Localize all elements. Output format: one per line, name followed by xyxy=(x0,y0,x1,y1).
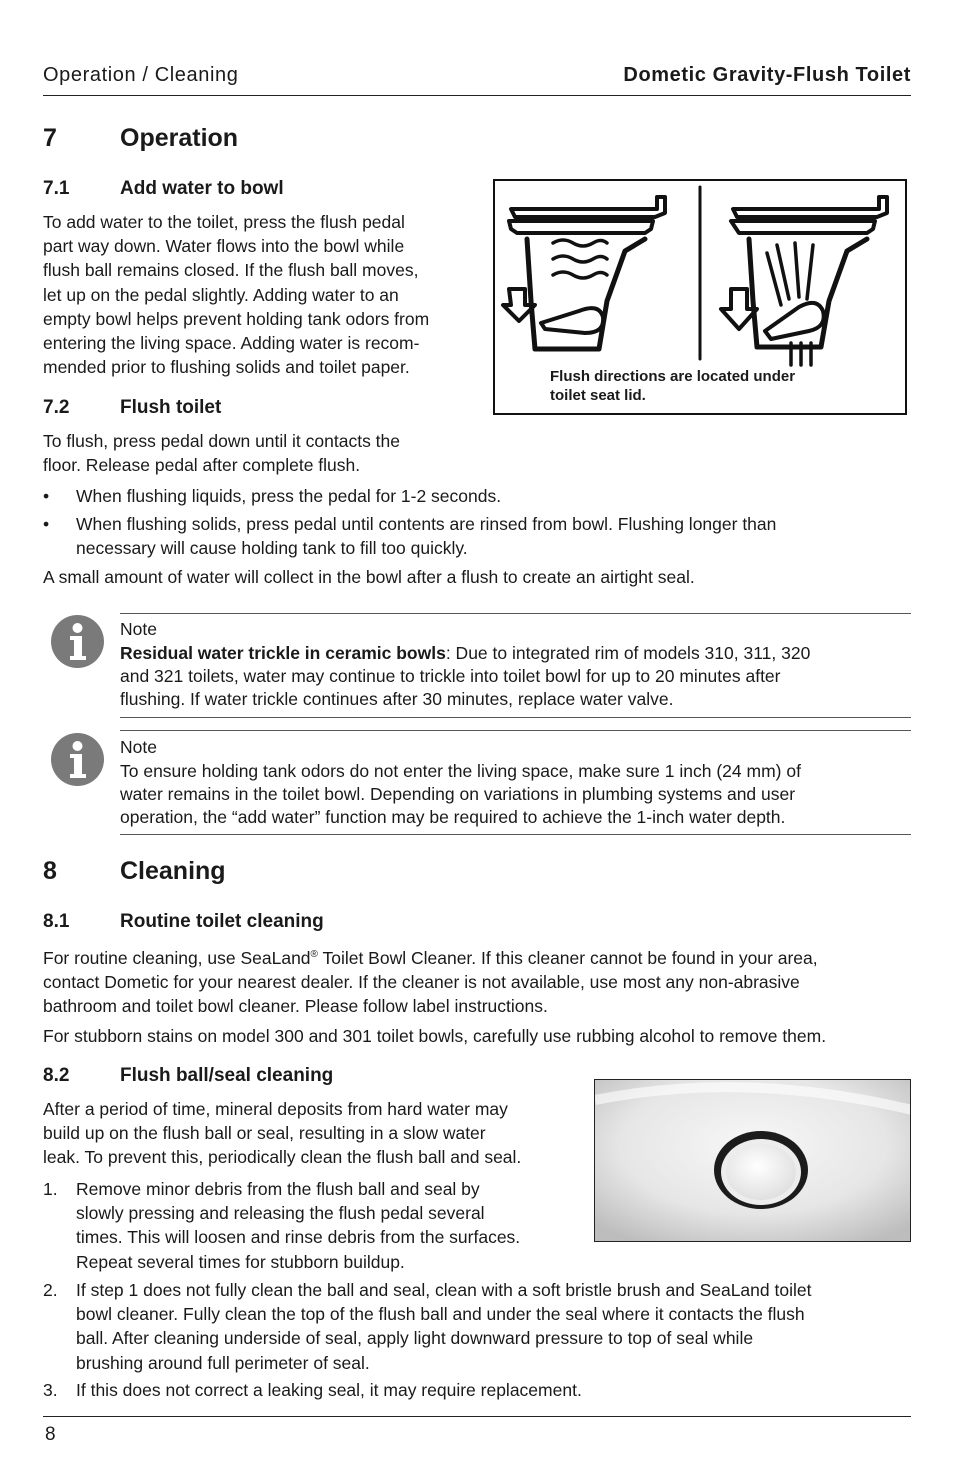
section-7-2-number: 7.2 xyxy=(43,397,70,418)
text-line: floor. Release pedal after complete flush. xyxy=(43,455,361,476)
info-icon xyxy=(50,614,105,669)
stubborn-stains-text: For stubborn stains on model 300 and 301 toilet bowls, carefully use rubbing alcohol to remove them. xyxy=(43,1026,827,1046)
section-8-2-title: Flush ball/seal cleaning xyxy=(120,1065,334,1086)
text-line: bathroom and toilet bowl cleaner. Please follow label instructions. xyxy=(43,996,548,1017)
step-3-text: If this does not correct a leaking seal, it may require replacement. xyxy=(76,1380,582,1400)
text-line: After a period of time, mineral deposits from hard water may xyxy=(43,1099,508,1119)
text-line: To flush, press pedal down until it contacts the xyxy=(43,431,401,451)
text-line: contact Dometic for your nearest dealer. If the cleaner is not available, use most any non-abrasive xyxy=(43,972,800,993)
text-line: leak. To prevent this, periodically clean the flush ball and seal. xyxy=(43,1147,522,1168)
section-8-1-title: Routine toilet cleaning xyxy=(120,911,324,932)
text-span: For routine cleaning, use SeaLand xyxy=(43,947,311,968)
text-line: To add water to the toilet, press the flush pedal xyxy=(43,212,405,232)
section-7-number: 7 xyxy=(43,124,57,152)
note-2-title: Note xyxy=(120,737,157,757)
step-2-text xyxy=(76,1278,911,1375)
text-line: bowl cleaner. Fully clean the top of the flush ball and under the seal where it contacts the flush xyxy=(76,1304,805,1325)
note-1-body xyxy=(120,642,910,711)
step-3-number: 3. xyxy=(43,1380,58,1400)
text-line: ball. After cleaning underside of seal, apply light downward pressure to top of seal while xyxy=(76,1328,754,1349)
airtight-seal-text: A small amount of water will collect in the bowl after a flush to create an airtight seal. xyxy=(43,567,695,587)
caption-line: Flush directions are located under xyxy=(550,368,796,385)
text-span: Toilet Bowl Cleaner. If this cleaner cannot be found in your area, xyxy=(317,947,818,968)
section-7-1-body xyxy=(43,210,488,379)
note-1-line-rest: : Due to integrated rim of models 310, 311, 320 xyxy=(445,643,811,663)
text-line: let up on the pedal slightly. Adding water to an xyxy=(43,284,399,305)
flush-ball-image xyxy=(595,1080,911,1242)
section-8-2-body xyxy=(43,1097,583,1170)
bullet-liquids: When flushing liquids, press the pedal for 1-2 seconds. xyxy=(76,486,502,506)
section-7-2-body xyxy=(43,429,400,477)
note-2-top-rule xyxy=(120,730,911,731)
section-7-1-number: 7.1 xyxy=(43,178,70,199)
text-line: times. This will loosen and rinse debris from the surfaces. xyxy=(76,1227,521,1248)
section-8-2-number: 8.2 xyxy=(43,1065,70,1086)
section-8-title: Cleaning xyxy=(120,857,226,885)
text-line: necessary will cause holding tank to fill too quickly. xyxy=(76,538,468,559)
text-line: empty bowl helps prevent holding tank odors from xyxy=(43,308,430,329)
note-1-line: flushing. If water trickle continues after 30 minutes, replace water valve. xyxy=(120,689,674,709)
note-1-line xyxy=(120,642,910,665)
text-line: entering the living space. Adding water is recom- xyxy=(43,333,420,354)
figure-caption xyxy=(550,367,795,405)
caption-line: toilet seat lid. xyxy=(550,387,646,404)
text-line xyxy=(43,943,911,970)
section-8-1-body xyxy=(43,943,911,1018)
registered-mark: ® xyxy=(310,949,318,960)
text-line: part way down. Water flows into the bowl while xyxy=(43,236,405,257)
section-7-2-title: Flush toilet xyxy=(120,397,222,418)
header-divider xyxy=(43,95,911,96)
text-line: brushing around full perimeter of seal. xyxy=(76,1352,370,1373)
text-line: When flushing solids, press pedal until contents are rinsed from bowl. Flushing longer than xyxy=(76,514,777,534)
note-1-line: and 321 toilets, water may continue to trickle into toilet bowl for up to 20 minutes after xyxy=(120,666,781,686)
note-2-line: operation, the “add water” function may be required to achieve the 1-inch water depth. xyxy=(120,807,786,827)
section-8-1-number: 8.1 xyxy=(43,911,70,932)
step-2-number: 2. xyxy=(43,1280,58,1300)
note-2-bottom-rule xyxy=(120,834,911,835)
step-1-text xyxy=(76,1177,586,1274)
note-2-line: To ensure holding tank odors do not enter the living space, make sure 1 inch (24 mm) of xyxy=(120,761,801,781)
running-header-section: Operation / Cleaning xyxy=(43,64,239,86)
note-1-title: Note xyxy=(120,619,157,639)
info-icon xyxy=(50,732,105,787)
note-2-line: water remains in the toilet bowl. Depending on variations in plumbing systems and user xyxy=(120,784,796,804)
note-1-heading: Residual water trickle in ceramic bowls xyxy=(120,643,446,663)
text-line: slowly pressing and releasing the flush pedal several xyxy=(76,1203,485,1224)
text-line: mended prior to flushing solids and toilet paper. xyxy=(43,357,410,378)
bullet-solids xyxy=(76,512,776,560)
footer-divider xyxy=(43,1416,911,1417)
step-1-number: 1. xyxy=(43,1179,58,1199)
text-line: flush ball remains closed. If the flush ball moves, xyxy=(43,260,419,281)
text-line: If step 1 does not fully clean the ball and seal, clean with a soft bristle brush and SeaLand toilet xyxy=(76,1280,812,1300)
text-line: Remove minor debris from the flush ball and seal by xyxy=(76,1179,480,1199)
text-line: Repeat several times for stubborn buildup. xyxy=(76,1251,405,1272)
note-2-body xyxy=(120,760,910,829)
running-header-product: Dometic Gravity-Flush Toilet xyxy=(623,64,911,86)
text-line: build up on the flush ball or seal, resulting in a slow water xyxy=(43,1123,486,1144)
flush-directions-figure xyxy=(493,179,907,415)
bullet-marker: • xyxy=(43,486,50,506)
section-7-1-title: Add water to bowl xyxy=(120,178,284,199)
section-8-number: 8 xyxy=(43,857,57,885)
note-1-bottom-rule xyxy=(120,717,911,718)
flush-ball-seal-photo xyxy=(594,1079,911,1242)
section-7-title: Operation xyxy=(120,124,239,152)
bullet-marker: • xyxy=(43,514,50,534)
page-number: 8 xyxy=(45,1424,56,1445)
note-1-top-rule xyxy=(120,613,911,614)
